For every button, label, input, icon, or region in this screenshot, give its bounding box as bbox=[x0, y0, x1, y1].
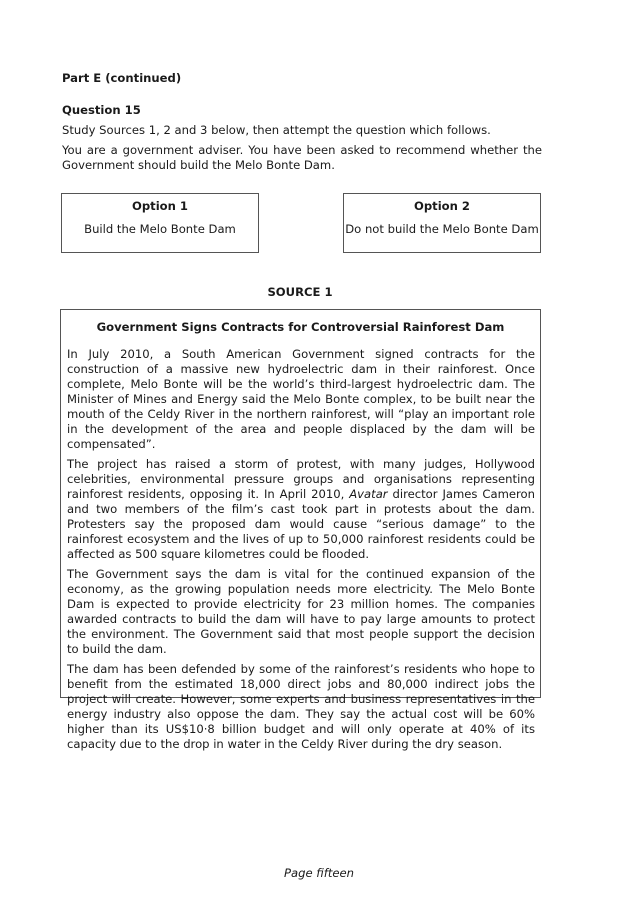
option-1-text: Build the Melo Bonte Dam bbox=[84, 222, 236, 236]
article-paragraph-2-start: The project has raised a storm of protest, with many judges, Hollywood celebrities, environmental pressure groups and organisations representing rainforest residents, opposing it. In April 2010, bbox=[67, 457, 535, 501]
article-paragraph-3: The Government says the dam is vital for the continued expansion of the economy, as the growing population needs more electricity. The Melo Bonte Dam is expected to provide electricity for 23 million homes. The companies awarded contracts to build the dam will have to pay large amounts to protect the environment. The Government said that most people support the decision to build the dam. bbox=[67, 567, 535, 656]
article-body bbox=[67, 347, 535, 757]
article-paragraph-2-end: director James Cameron and two members of the film’s cast took part in protests about the dam. Protesters say the proposed dam would cause “serious damage” to the rainforest ecosystem and the lives of up to 50,000 rainforest residents could be affected as 500 square kilometres could be flooded. bbox=[67, 487, 535, 561]
option-1-title: Option 1 bbox=[132, 199, 188, 213]
option-1-box bbox=[61, 193, 259, 253]
instruction-text: Study Sources 1, 2 and 3 below, then attempt the question which follows. bbox=[62, 123, 491, 137]
scenario-text: You are a government adviser. You have been asked to recommend whether the Government should build the Melo Bonte Dam. bbox=[62, 143, 542, 172]
article-paragraph-1: In July 2010, a South American Government signed contracts for the construction of a massive new hydroelectric dam in their rainforest. Once complete, Melo Bonte will be the world’s third-largest hydroelectric dam. The Minister of Mines and Energy said the Melo Bonte complex, to be built near the mouth of the Celdy River in the northern rainforest, will “play an important role in the development of the area and people displaced by the dam will be compensated”. bbox=[67, 347, 535, 451]
source-label: SOURCE 1 bbox=[267, 285, 333, 299]
article-paragraph-4: The dam has been defended by some of the rainforest’s residents who hope to benefit from the estimated 18,000 direct jobs and 80,000 indirect jobs the project will create. However, some experts and business representatives in the energy industry also oppose the dam. They say the actual cost will be 60% higher than its US$10·8 billion budget and will only operate at 40% of its capacity due to the drop in water in the Celdy River during the dry season. bbox=[67, 662, 535, 751]
option-2-box bbox=[343, 193, 541, 253]
question-label: Question 15 bbox=[62, 103, 141, 117]
article-paragraph-2 bbox=[67, 457, 535, 562]
part-heading: Part E (continued) bbox=[62, 71, 182, 85]
option-2-title: Option 2 bbox=[414, 199, 470, 213]
avatar-film-title: Avatar bbox=[349, 487, 388, 501]
option-2-text: Do not build the Melo Bonte Dam bbox=[345, 222, 539, 236]
article-title: Government Signs Contracts for Controversial Rainforest Dam bbox=[96, 320, 505, 334]
page-footer: Page fifteen bbox=[283, 866, 354, 880]
source-box bbox=[60, 309, 541, 751]
